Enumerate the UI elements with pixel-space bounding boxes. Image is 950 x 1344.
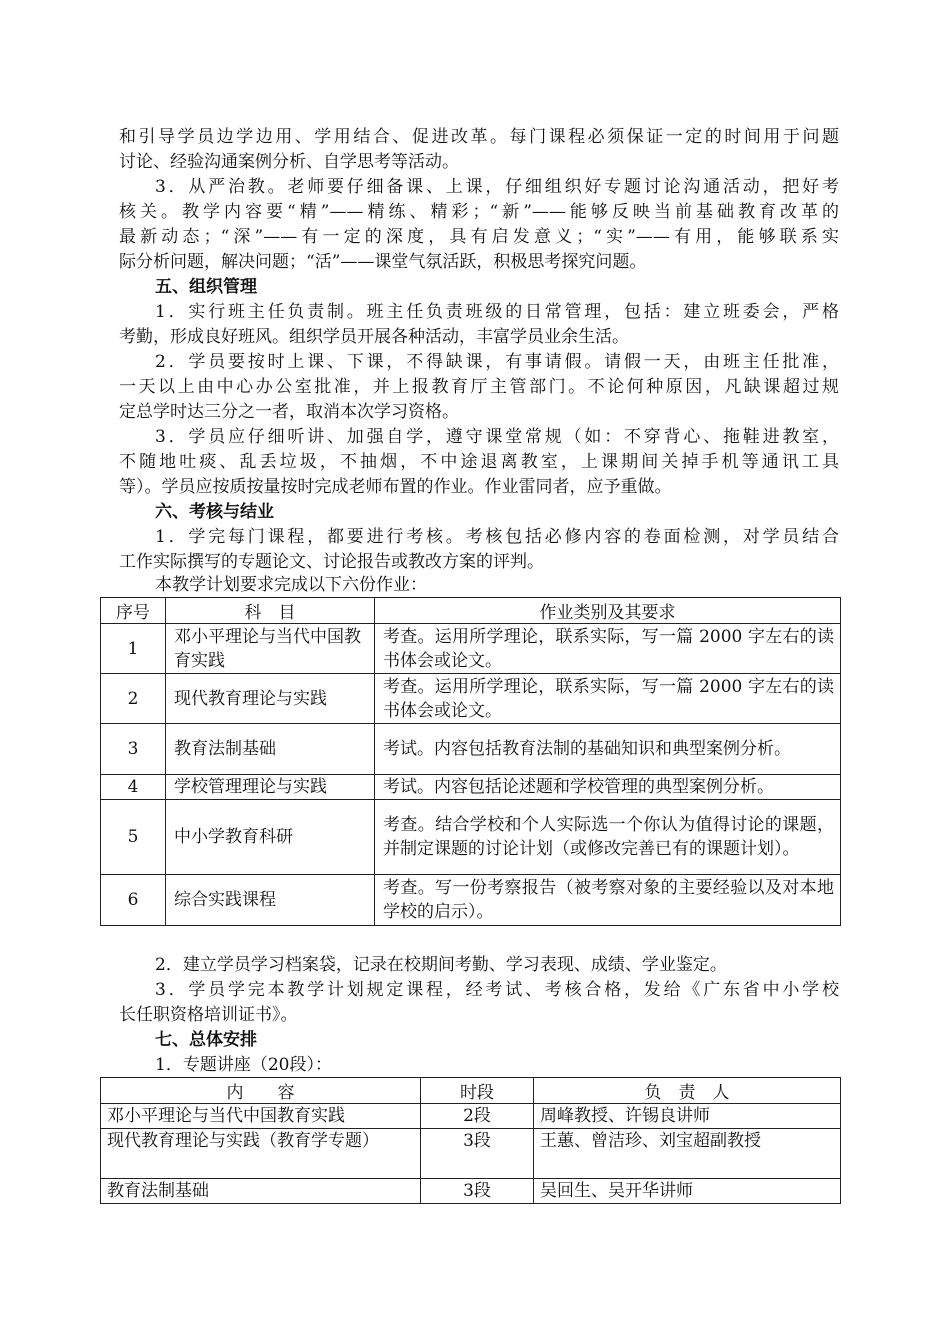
row-number: 3 xyxy=(101,724,166,775)
table-header-row xyxy=(101,598,841,624)
table-row xyxy=(101,1104,841,1129)
paragraph-line: 2．建立学员学习档案袋，记录在校期间考勤、学习表现、成绩、学业鉴定。 xyxy=(155,955,727,975)
column-header: 序号 xyxy=(101,598,166,624)
content-cell: 邓小平理论与当代中国教育实践 xyxy=(101,1104,421,1129)
paragraph-line: 考勤，形成良好班风。组织学员开展各种活动，丰富学员业余生活。 xyxy=(119,327,629,347)
table-row xyxy=(101,624,841,674)
paragraph-line: 长任职资格培训证书》。 xyxy=(119,1005,298,1025)
row-number: 6 xyxy=(101,875,166,926)
paragraph-line: 本教学计划要求完成以下六份作业： xyxy=(155,575,427,595)
assignment-table xyxy=(100,597,841,926)
subject-cell: 教育法制基础 xyxy=(166,724,375,775)
row-number: 2 xyxy=(101,674,166,724)
paragraph-line: 3．学员应仔细听讲、加强自学，遵守课堂常规（如：不穿背心、拖鞋进教室， xyxy=(155,427,839,447)
paragraph-line: 一天以上由中心办公室批准，并上报教育厅主管部门。不论何种原因，凡缺课超过规 xyxy=(119,377,839,397)
table-row xyxy=(101,674,841,724)
paragraph-line: 和引导学员边学边用、学用结合、促进改革。每门课程必须保证一定的时间用于问题 xyxy=(119,127,839,147)
requirement-cell: 考查。运用所学理论，联系实际，写一篇 2000 字左右的读书体会或论文。 xyxy=(375,624,841,674)
row-number: 4 xyxy=(101,775,166,800)
content-cell: 现代教育理论与实践（教育学专题） xyxy=(101,1129,421,1179)
table-row xyxy=(101,724,841,775)
paragraph-line: 工作实际撰写的专题论文、讨论报告或教改方案的评判。 xyxy=(119,552,544,572)
paragraph-line: 不随地吐痰、乱丢垃圾，不抽烟，不中途退离教室，上课期间关掉手机等通讯工具 xyxy=(119,452,839,472)
person-cell: 王蕙、曾洁珍、刘宝超副教授 xyxy=(534,1129,841,1179)
requirement-cell: 考查。结合学校和个人实际选一个你认为值得讨论的课题，并制定课题的讨论计划（或修改完善已有的课题计划）。 xyxy=(375,800,841,875)
column-header: 作业类别及其要求 xyxy=(375,598,841,624)
period-cell: 3段 xyxy=(421,1129,534,1179)
content-cell: 教育法制基础 xyxy=(101,1179,421,1204)
paragraph-line: 等）。学员应按质按量按时完成老师布置的作业。作业雷同者，应予重做。 xyxy=(119,477,672,497)
row-number: 5 xyxy=(101,800,166,875)
lecture-table xyxy=(100,1077,841,1204)
paragraph-line: 1．专题讲座（20段）： xyxy=(155,1055,332,1075)
table-header-row xyxy=(101,1078,841,1104)
requirement-cell: 考试。内容包括教育法制的基础知识和典型案例分析。 xyxy=(375,724,841,775)
paragraph-line: 定总学时达三分之一者，取消本次学习资格。 xyxy=(119,402,459,422)
table-row xyxy=(101,775,841,800)
paragraph-line: 际分析问题，解决问题；“活”——课堂气氛活跃，积极思考探究问题。 xyxy=(119,252,647,272)
column-header: 内 容 xyxy=(101,1078,421,1104)
column-header: 科 目 xyxy=(166,598,375,624)
paragraph-line: 1．学完每门课程，都要进行考核。考核包括必修内容的卷面检测，对学员结合 xyxy=(155,527,839,547)
section-heading: 六、考核与结业 xyxy=(155,502,274,522)
section-heading: 五、组织管理 xyxy=(155,277,257,297)
subject-cell: 现代教育理论与实践 xyxy=(166,674,375,724)
subject-cell: 综合实践课程 xyxy=(166,875,375,926)
requirement-cell: 考查。写一份考察报告（被考察对象的主要经验以及对本地学校的启示）。 xyxy=(375,875,841,926)
column-header: 时段 xyxy=(421,1078,534,1104)
person-cell: 周峰教授、许锡良讲师 xyxy=(534,1104,841,1129)
subject-cell: 中小学教育科研 xyxy=(166,800,375,875)
period-cell: 2段 xyxy=(421,1104,534,1129)
subject-cell: 邓小平理论与当代中国教育实践 xyxy=(166,624,375,674)
paragraph-line: 2．学员要按时上课、下课，不得缺课，有事请假。请假一天，由班主任批准， xyxy=(155,352,839,372)
paragraph-line: 核关。教学内容要“精”——精练、精彩；“新”——能够反映当前基础教育改革的 xyxy=(119,202,839,222)
paragraph-line: 3．从严治教。老师要仔细备课、上课，仔细组织好专题讨论沟通活动，把好考 xyxy=(155,177,839,197)
subject-cell: 学校管理理论与实践 xyxy=(166,775,375,800)
table-row xyxy=(101,1179,841,1204)
table-row xyxy=(101,1129,841,1179)
requirement-cell: 考查。运用所学理论，联系实际，写一篇 2000 字左右的读书体会或论文。 xyxy=(375,674,841,724)
column-header: 负 责 人 xyxy=(534,1078,841,1104)
table-row xyxy=(101,800,841,875)
row-number: 1 xyxy=(101,624,166,674)
paragraph-line: 1．实行班主任负责制。班主任负责班级的日常管理，包括：建立班委会，严格 xyxy=(155,302,839,322)
paragraph-line: 3．学员学完本教学计划规定课程，经考试、考核合格，发给《广东省中小学校 xyxy=(155,980,839,1000)
period-cell: 3段 xyxy=(421,1179,534,1204)
paragraph-line: 讨论、经验沟通案例分析、自学思考等活动。 xyxy=(119,152,459,172)
person-cell: 吴回生、吴开华讲师 xyxy=(534,1179,841,1204)
paragraph-line: 最新动态；“深”——有一定的深度，具有启发意义；“实”——有用，能够联系实 xyxy=(119,227,839,247)
table-row xyxy=(101,875,841,926)
requirement-cell: 考试。内容包括论述题和学校管理的典型案例分析。 xyxy=(375,775,841,800)
section-heading: 七、总体安排 xyxy=(155,1030,257,1050)
